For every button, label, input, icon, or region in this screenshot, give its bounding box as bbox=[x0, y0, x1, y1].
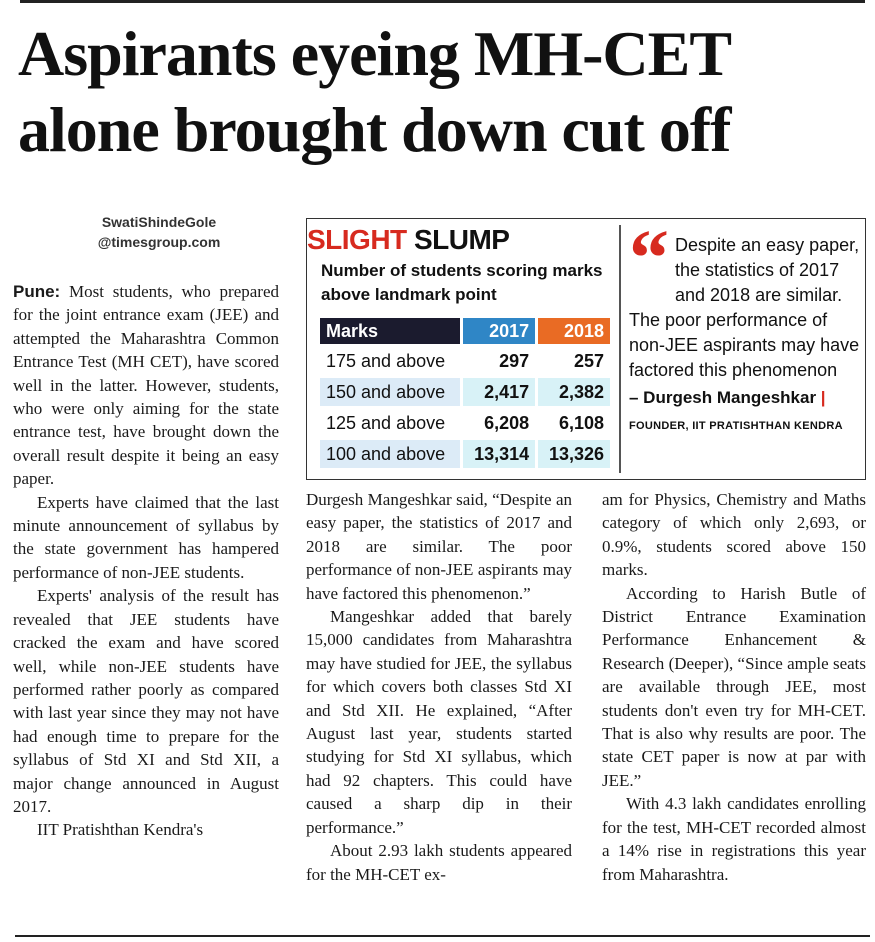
table-header-2018: 2018 bbox=[538, 318, 610, 344]
byline bbox=[24, 212, 294, 252]
bottom-rule bbox=[15, 935, 870, 937]
paragraph-text: Most students, who prepared for the joint entrance exam (JEE) and attempted the Maharashtra Common Entrance Test (MH CET), have scored well in the latter. However, students, who were only aiming for the state entrance test, have brought down the overall result despite it being an easy paper. bbox=[13, 282, 279, 489]
quote-author-role: FOUNDER, IIT PRATISHTHAN KENDRA bbox=[629, 420, 843, 432]
row-value-2017: 2,417 bbox=[463, 378, 535, 406]
graphic-divider bbox=[619, 225, 621, 473]
article-paragraph: About 2.93 lakh students appeared for the MH-CET ex- bbox=[306, 841, 572, 884]
article-column-3 bbox=[602, 488, 866, 886]
table-header-row bbox=[320, 318, 610, 344]
article-paragraph: Durgesh Mangeshkar said, “Despite an easy paper, the statistics of 2017 and 2018 are similar. The poor performance of non-JEE aspirants may have factored this phenomenon.” bbox=[306, 490, 572, 603]
article-paragraph bbox=[13, 280, 279, 491]
graphic-subtitle: Number of students scoring marks above landmark point bbox=[321, 261, 603, 304]
row-value-2018: 2,382 bbox=[538, 378, 610, 406]
graphic-title bbox=[307, 223, 509, 257]
quote-author-line bbox=[629, 385, 861, 410]
top-rule bbox=[20, 0, 865, 3]
article-paragraph: Experts' analysis of the result has revealed that JEE students have cracked the exam and have scored well, while non-JEE students have performed rather poorly as compared with last year since they may not have had enough time to prepare for the syllabus of Std XI and Std XII, a major change announced in August 2017. bbox=[13, 586, 279, 816]
slight-slump-graphic bbox=[306, 215, 866, 480]
quote-mark-icon: “ bbox=[629, 215, 669, 303]
graphic-title-red: SLIGHT bbox=[307, 224, 407, 255]
quote-author: – Durgesh Mangeshkar bbox=[629, 388, 817, 407]
article-paragraph: Experts have claimed that the last minute announcement of syllabus by the state government has hampered performance of non-JEE students. bbox=[13, 492, 279, 582]
table-row bbox=[320, 409, 610, 437]
row-value-2018: 13,326 bbox=[538, 440, 610, 468]
row-label: 175 and above bbox=[326, 350, 446, 371]
row-label: 150 and above bbox=[320, 378, 460, 406]
graphic-title-black: SLUMP bbox=[406, 224, 510, 255]
quote-text: Despite an easy paper, the statistics of 2017 and 2018 are similar. The poor performance of non-JEE aspirants may have factored this phenomenon bbox=[629, 235, 860, 380]
headline: Aspirants eyeing MH-CET alone brought down cut off bbox=[18, 18, 731, 165]
article-paragraph: Mangeshkar added that barely 15,000 candidates from Maharashtra may have studied for JEE, the syllabus for which covers both classes Std XI and Std XII. He explained, “After August last year, students started studying for Std XI syllabus, which had 92 chapters. This could have caused a sharp dip in their performance.” bbox=[306, 607, 572, 837]
table-row bbox=[320, 378, 610, 406]
article-column-1 bbox=[13, 280, 279, 842]
table-row bbox=[320, 347, 610, 375]
row-label: 100 and above bbox=[320, 440, 460, 468]
marks-table bbox=[317, 315, 613, 471]
article-paragraph: am for Physics, Chemistry and Maths category of which only 2,693, or 0.9%, students scored above 150 marks. bbox=[602, 490, 866, 580]
row-value-2018: 257 bbox=[573, 350, 604, 371]
byline-email: @timesgroup.com bbox=[97, 234, 221, 250]
article-column-2 bbox=[306, 488, 572, 886]
row-label: 125 and above bbox=[326, 412, 446, 433]
row-value-2017: 6,208 bbox=[484, 412, 530, 433]
article-paragraph: IIT Pratishthan Kendra's bbox=[37, 820, 204, 840]
table-header-marks: Marks bbox=[320, 318, 460, 344]
article-paragraph: With 4.3 lakh candidates enrolling for the test, MH-CET recorded almost a 14% rise in registrations this year from Maharashtra. bbox=[602, 794, 866, 884]
pull-quote bbox=[629, 215, 861, 439]
quote-author-bar: | bbox=[820, 388, 826, 407]
byline-name: SwatiShindeGole bbox=[101, 214, 217, 230]
dateline: Pune: bbox=[13, 282, 61, 301]
table-row bbox=[320, 440, 610, 468]
article-paragraph: According to Harish Butle of District Entrance Examination Performance Enhancement & Research (Deeper), “Since ample seats are available through JEE, most students don't even try for MH-CET. That is also why results are poor. The state CET paper is now at par with JEE.” bbox=[602, 583, 866, 790]
row-value-2018: 6,108 bbox=[558, 412, 604, 433]
graphic-table-panel bbox=[307, 219, 617, 479]
row-value-2017: 13,314 bbox=[463, 440, 535, 468]
table-header-2017: 2017 bbox=[463, 318, 535, 344]
row-value-2017: 297 bbox=[499, 350, 530, 371]
